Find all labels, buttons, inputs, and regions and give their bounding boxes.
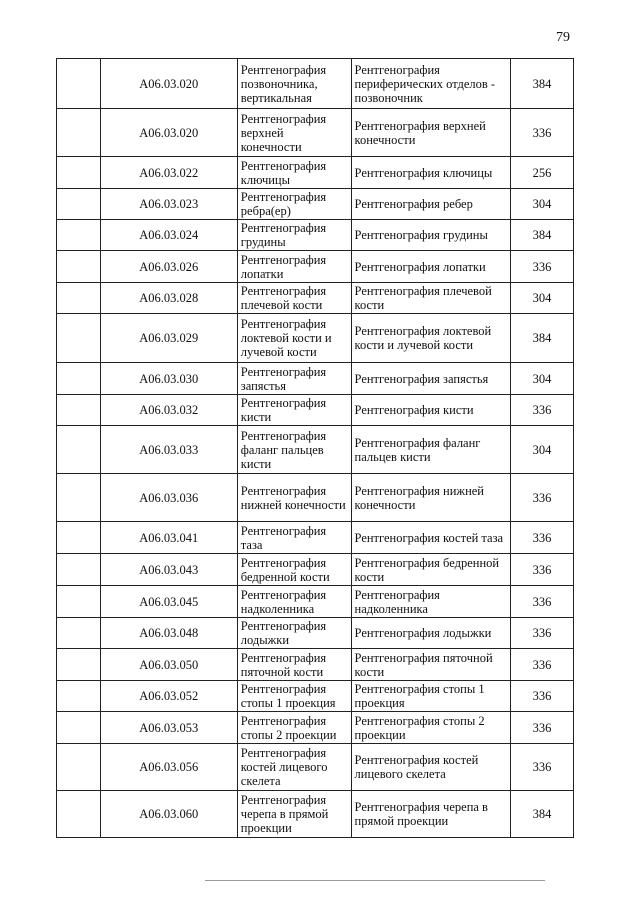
price-cell: 384 <box>510 314 573 363</box>
row-number-cell <box>57 220 101 251</box>
service-description-cell: Рентгенография черепа в прямой проекции <box>351 791 510 838</box>
service-description-cell: Рентгенография кисти <box>351 395 510 426</box>
service-description-cell: Рентгенография стопы 1 проекция <box>351 681 510 712</box>
service-name-cell: Рентгенография верхней конечности <box>237 109 351 157</box>
row-number-cell <box>57 251 101 283</box>
service-description-cell: Рентгенография ключицы <box>351 157 510 189</box>
price-cell: 336 <box>510 522 573 554</box>
table-row <box>57 426 574 474</box>
service-name-cell: Рентгенография плечевой кости <box>237 283 351 314</box>
table-row <box>57 220 574 251</box>
table-row <box>57 157 574 189</box>
row-number-cell <box>57 363 101 395</box>
price-cell: 336 <box>510 744 573 791</box>
service-name-cell: Рентгенография стопы 2 проекции <box>237 712 351 744</box>
row-number-cell <box>57 474 101 522</box>
table-row <box>57 363 574 395</box>
price-cell: 336 <box>510 474 573 522</box>
price-cell: 304 <box>510 363 573 395</box>
table-row <box>57 744 574 791</box>
price-cell: 384 <box>510 220 573 251</box>
service-name-cell: Рентгенография ребра(ер) <box>237 189 351 220</box>
table-row <box>57 649 574 681</box>
row-number-cell <box>57 712 101 744</box>
service-code-cell: A06.03.053 <box>100 712 237 744</box>
service-code-cell: A06.03.029 <box>100 314 237 363</box>
row-number-cell <box>57 157 101 189</box>
service-description-cell: Рентгенография грудины <box>351 220 510 251</box>
service-code-cell: A06.03.048 <box>100 618 237 649</box>
table-row <box>57 618 574 649</box>
page-number: 79 <box>556 30 570 45</box>
service-name-cell: Рентгенография лопатки <box>237 251 351 283</box>
service-code-cell: A06.03.032 <box>100 395 237 426</box>
service-name-cell: Рентгенография пяточной кости <box>237 649 351 681</box>
service-name-cell: Рентгенография черепа в прямой проекции <box>237 791 351 838</box>
service-description-cell: Рентгенография фаланг пальцев кисти <box>351 426 510 474</box>
table-row <box>57 586 574 618</box>
service-code-cell: A06.03.026 <box>100 251 237 283</box>
service-name-cell: Рентгенография таза <box>237 522 351 554</box>
table-row <box>57 251 574 283</box>
service-code-cell: A06.03.041 <box>100 522 237 554</box>
row-number-cell <box>57 618 101 649</box>
price-cell: 336 <box>510 712 573 744</box>
price-table <box>56 58 574 838</box>
service-name-cell: Рентгенография костей лицевого скелета <box>237 744 351 791</box>
row-number-cell <box>57 395 101 426</box>
service-description-cell: Рентгенография пяточной кости <box>351 649 510 681</box>
service-code-cell: A06.03.052 <box>100 681 237 712</box>
service-code-cell: A06.03.024 <box>100 220 237 251</box>
table-row <box>57 474 574 522</box>
table-row <box>57 681 574 712</box>
service-description-cell: Рентгенография локтевой кости и лучевой кости <box>351 314 510 363</box>
service-code-cell: A06.03.020 <box>100 109 237 157</box>
row-number-cell <box>57 586 101 618</box>
service-code-cell: A06.03.060 <box>100 791 237 838</box>
service-description-cell: Рентгенография лопатки <box>351 251 510 283</box>
service-name-cell: Рентгенография бедренной кости <box>237 554 351 586</box>
service-description-cell: Рентгенография костей таза <box>351 522 510 554</box>
row-number-cell <box>57 649 101 681</box>
service-name-cell: Рентгенография грудины <box>237 220 351 251</box>
price-cell: 336 <box>510 251 573 283</box>
service-name-cell: Рентгенография ключицы <box>237 157 351 189</box>
price-cell: 336 <box>510 395 573 426</box>
service-name-cell: Рентгенография фаланг пальцев кисти <box>237 426 351 474</box>
price-table-body <box>57 59 574 838</box>
service-name-cell: Рентгенография кисти <box>237 395 351 426</box>
table-row <box>57 314 574 363</box>
table-row <box>57 712 574 744</box>
service-description-cell: Рентгенография нижней конечности <box>351 474 510 522</box>
price-cell: 336 <box>510 586 573 618</box>
row-number-cell <box>57 554 101 586</box>
service-code-cell: A06.03.056 <box>100 744 237 791</box>
price-cell: 336 <box>510 618 573 649</box>
price-cell: 336 <box>510 554 573 586</box>
service-code-cell: A06.03.028 <box>100 283 237 314</box>
service-description-cell: Рентгенография запястья <box>351 363 510 395</box>
table-row <box>57 522 574 554</box>
service-description-cell: Рентгенография костей лицевого скелета <box>351 744 510 791</box>
service-code-cell: A06.03.036 <box>100 474 237 522</box>
service-description-cell: Рентгенография стопы 2 проекции <box>351 712 510 744</box>
table-row <box>57 59 574 109</box>
service-name-cell: Рентгенография позвоночника, вертикальная <box>237 59 351 109</box>
service-code-cell: A06.03.033 <box>100 426 237 474</box>
price-cell: 304 <box>510 283 573 314</box>
service-code-cell: A06.03.023 <box>100 189 237 220</box>
price-cell: 304 <box>510 426 573 474</box>
service-description-cell: Рентгенография плечевой кости <box>351 283 510 314</box>
row-number-cell <box>57 314 101 363</box>
price-cell: 384 <box>510 791 573 838</box>
table-row <box>57 554 574 586</box>
table-row <box>57 283 574 314</box>
service-name-cell: Рентгенография запястья <box>237 363 351 395</box>
service-description-cell: Рентгенография верхней конечности <box>351 109 510 157</box>
service-code-cell: A06.03.043 <box>100 554 237 586</box>
service-description-cell: Рентгенография бедренной кости <box>351 554 510 586</box>
price-cell: 336 <box>510 649 573 681</box>
service-description-cell: Рентгенография ребер <box>351 189 510 220</box>
price-cell: 256 <box>510 157 573 189</box>
service-code-cell: A06.03.030 <box>100 363 237 395</box>
row-number-cell <box>57 522 101 554</box>
service-name-cell: Рентгенография стопы 1 проекция <box>237 681 351 712</box>
row-number-cell <box>57 59 101 109</box>
table-row <box>57 395 574 426</box>
service-description-cell: Рентгенография лодыжки <box>351 618 510 649</box>
table-row <box>57 791 574 838</box>
service-name-cell: Рентгенография лодыжки <box>237 618 351 649</box>
service-name-cell: Рентгенография надколенника <box>237 586 351 618</box>
service-code-cell: A06.03.050 <box>100 649 237 681</box>
service-name-cell: Рентгенография локтевой кости и лучевой кости <box>237 314 351 363</box>
table-row <box>57 189 574 220</box>
service-name-cell: Рентгенография нижней конечности <box>237 474 351 522</box>
service-description-cell: Рентгенография периферических отделов - позвоночник <box>351 59 510 109</box>
price-cell: 336 <box>510 681 573 712</box>
service-description-cell: Рентгенография надколенника <box>351 586 510 618</box>
price-cell: 384 <box>510 59 573 109</box>
row-number-cell <box>57 189 101 220</box>
service-code-cell: A06.03.022 <box>100 157 237 189</box>
row-number-cell <box>57 426 101 474</box>
price-cell: 336 <box>510 109 573 157</box>
scan-edge-line <box>205 880 545 881</box>
row-number-cell <box>57 109 101 157</box>
table-row <box>57 109 574 157</box>
price-cell: 304 <box>510 189 573 220</box>
service-code-cell: A06.03.045 <box>100 586 237 618</box>
row-number-cell <box>57 744 101 791</box>
row-number-cell <box>57 283 101 314</box>
row-number-cell <box>57 791 101 838</box>
service-code-cell: A06.03.020 <box>100 59 237 109</box>
row-number-cell <box>57 681 101 712</box>
